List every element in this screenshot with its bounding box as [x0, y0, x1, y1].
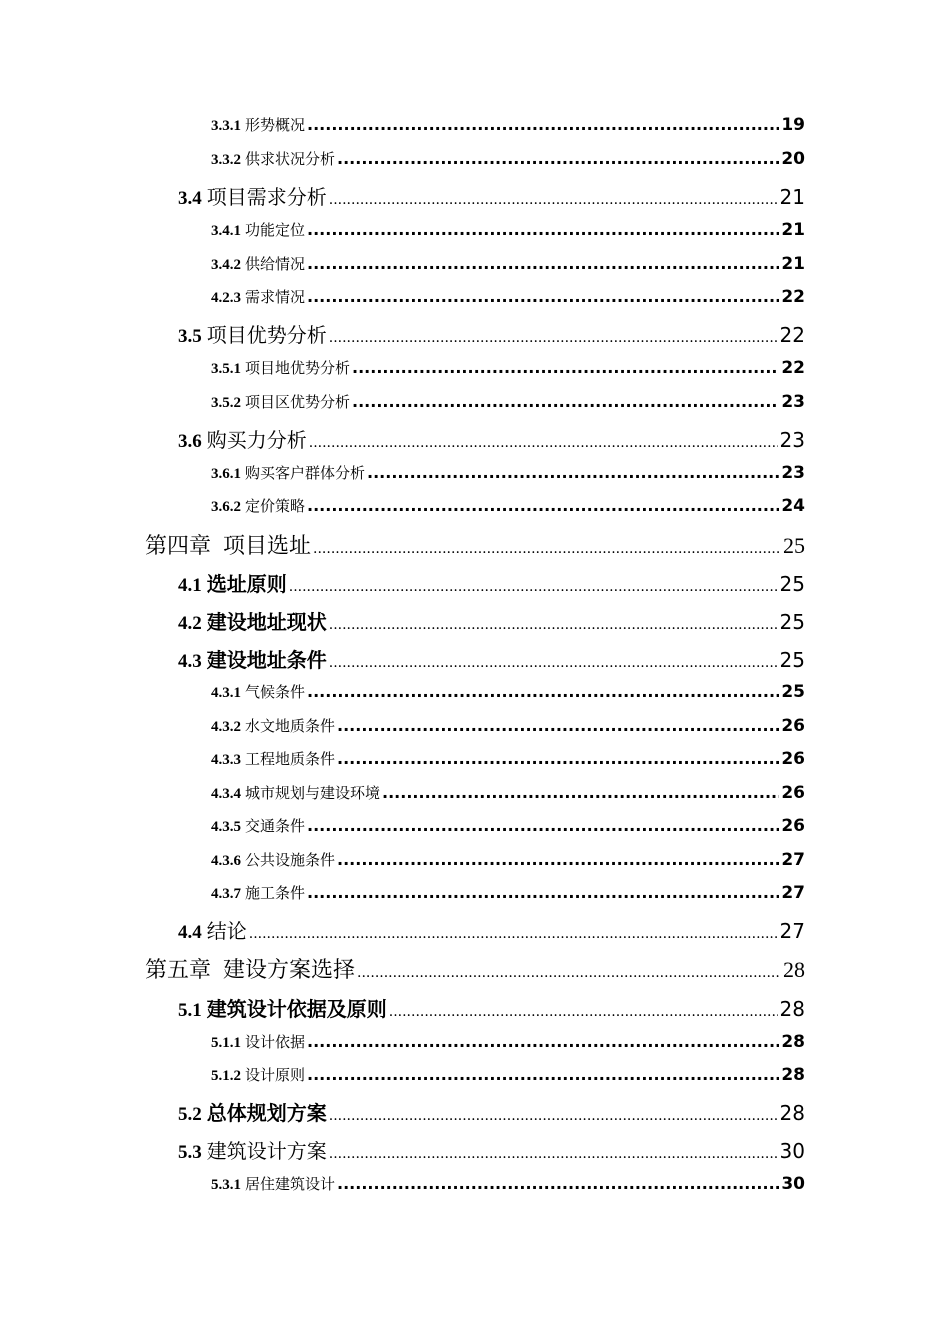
toc-leader [337, 850, 779, 869]
toc-page: 28 [781, 1065, 805, 1085]
toc-page: 22 [781, 358, 805, 378]
toc-leader [329, 617, 778, 633]
toc-page: 21 [779, 185, 805, 209]
toc-entry[interactable] [211, 357, 805, 378]
toc-title: 需求情况 [245, 288, 306, 306]
toc-title: 项目需求分析 [206, 185, 327, 209]
toc-page: 27 [781, 883, 805, 903]
toc-entry[interactable] [211, 148, 805, 169]
toc-page: 26 [781, 716, 805, 736]
toc-title: 设计原则 [245, 1066, 306, 1084]
toc-number: 5.2 [178, 1104, 202, 1125]
toc-title: 总体规划方案 [206, 1101, 327, 1125]
toc-title: 项目优势分析 [206, 323, 327, 347]
toc-title: 项目区优势分析 [245, 393, 351, 411]
toc-leader [389, 1004, 778, 1020]
toc-leader [329, 655, 778, 671]
toc-leader [329, 1108, 778, 1124]
toc-leader [307, 1032, 779, 1051]
toc-page: 23 [779, 428, 805, 452]
toc-title: 气候条件 [245, 683, 306, 701]
toc-leader [307, 287, 779, 306]
toc-page: 22 [781, 287, 805, 307]
toc-page: 28 [781, 1032, 805, 1052]
toc-page: 30 [779, 1139, 805, 1163]
toc-entry[interactable] [178, 1135, 805, 1164]
toc-entry[interactable] [178, 993, 805, 1022]
toc-title: 购买客户群体分析 [245, 464, 366, 482]
toc-chapter-entry[interactable] [145, 953, 805, 984]
toc-entry[interactable] [211, 219, 805, 240]
toc-entry[interactable] [178, 644, 805, 673]
toc-number: 3.3.2 [211, 152, 241, 168]
toc-entry[interactable] [211, 253, 805, 274]
toc-page: 21 [781, 254, 805, 274]
toc-entry[interactable] [211, 782, 805, 803]
toc-entry[interactable] [178, 1097, 805, 1126]
toc-leader [307, 254, 779, 273]
toc-number: 3.3.1 [211, 118, 241, 134]
toc-page: 26 [781, 816, 805, 836]
toc-page: 25 [779, 572, 805, 596]
toc-chapter-entry[interactable] [145, 529, 805, 560]
toc-leader [337, 149, 779, 168]
toc-entry[interactable] [211, 1173, 805, 1194]
toc-title: 功能定位 [245, 221, 306, 239]
toc-title: 建筑设计依据及原则 [206, 997, 387, 1021]
toc-number: 3.4.1 [211, 223, 241, 239]
toc-entry[interactable] [178, 319, 805, 348]
toc-number: 5.1 [178, 1000, 202, 1021]
toc-leader [329, 192, 778, 208]
toc-number: 4.1 [178, 575, 202, 596]
toc-chapter-number: 第五章 [145, 958, 212, 983]
toc-title: 建设地址条件 [206, 648, 327, 672]
toc-title: 设计依据 [245, 1033, 306, 1051]
toc-leader [307, 883, 779, 902]
toc-number: 4.4 [178, 922, 202, 943]
toc-entry[interactable] [211, 1064, 805, 1085]
toc-page: 21 [781, 220, 805, 240]
toc-leader [337, 1174, 779, 1193]
toc-number: 4.2 [178, 613, 202, 634]
toc-entry[interactable] [211, 495, 805, 516]
toc-title: 供求状况分析 [245, 150, 336, 168]
toc-entry[interactable] [211, 882, 805, 903]
toc-entry[interactable] [211, 815, 805, 836]
toc-number: 3.6 [178, 431, 202, 452]
toc-entry[interactable] [178, 568, 805, 597]
toc-number: 3.5.1 [211, 361, 241, 377]
toc-leader [307, 496, 779, 515]
toc-page: 26 [781, 749, 805, 769]
toc-title: 项目选址 [223, 534, 312, 559]
toc-page: 26 [781, 783, 805, 803]
toc-title: 城市规划与建设环境 [245, 784, 381, 802]
toc-page: 25 [783, 533, 805, 558]
toc-title: 建筑设计方案 [206, 1139, 327, 1163]
toc-leader [337, 749, 779, 768]
toc-entry[interactable] [211, 1031, 805, 1052]
toc-entry[interactable] [178, 606, 805, 635]
toc-title: 建设地址现状 [206, 610, 327, 634]
toc-number: 4.3.1 [211, 685, 241, 701]
toc-title: 购买力分析 [206, 428, 307, 452]
toc-page: 28 [779, 1101, 805, 1125]
toc-page: 24 [781, 496, 805, 516]
toc-number: 4.3.2 [211, 719, 241, 735]
toc-leader [329, 330, 778, 346]
toc-entry[interactable] [211, 849, 805, 870]
toc-title: 施工条件 [245, 884, 306, 902]
toc-number: 3.6.2 [211, 499, 241, 515]
toc-entry[interactable] [211, 286, 805, 307]
toc-number: 4.3.3 [211, 752, 241, 768]
toc-entry[interactable] [211, 715, 805, 736]
toc-leader [357, 965, 781, 981]
toc-number: 4.3.5 [211, 819, 241, 835]
toc-leader [289, 579, 778, 595]
toc-leader [307, 115, 779, 134]
toc-leader [337, 716, 779, 735]
toc-number: 3.4.2 [211, 257, 241, 273]
toc-entry[interactable] [211, 391, 805, 412]
toc-leader [309, 435, 778, 451]
toc-number: 5.1.2 [211, 1068, 241, 1084]
toc-title: 水文地质条件 [245, 717, 336, 735]
toc-page: 23 [781, 463, 805, 483]
toc-number: 3.5.2 [211, 395, 241, 411]
toc-page: 28 [779, 997, 805, 1021]
toc-page: 19 [781, 115, 805, 135]
toc-title: 工程地质条件 [245, 750, 336, 768]
toc-number: 5.3 [178, 1142, 202, 1163]
toc-entry[interactable] [211, 462, 805, 483]
toc-title: 形势概况 [245, 116, 306, 134]
toc-number: 5.3.1 [211, 1177, 241, 1193]
toc-page: 25 [779, 610, 805, 634]
toc-number: 3.4 [178, 188, 202, 209]
toc-leader [307, 220, 779, 239]
toc-page: 28 [783, 957, 805, 982]
toc-title: 选址原则 [206, 572, 287, 596]
toc-entry[interactable] [178, 424, 805, 453]
toc-number: 4.3.4 [211, 786, 241, 802]
toc-number: 4.3.6 [211, 853, 241, 869]
toc-number: 3.6.1 [211, 466, 241, 482]
toc-number: 4.2.3 [211, 290, 241, 306]
toc-title: 公共设施条件 [245, 851, 336, 869]
toc-page: 30 [781, 1174, 805, 1194]
toc-page: 27 [779, 919, 805, 943]
toc-leader [382, 783, 779, 802]
toc-entry[interactable] [211, 748, 805, 769]
toc-leader [249, 926, 778, 942]
toc-entry[interactable] [178, 181, 805, 210]
toc-title: 项目地优势分析 [245, 359, 351, 377]
toc-title: 供给情况 [245, 255, 306, 273]
toc-entry[interactable] [178, 915, 805, 944]
toc-title: 建设方案选择 [223, 958, 356, 983]
toc-leader [367, 463, 779, 482]
toc-leader [313, 541, 781, 557]
toc-title: 定价策略 [245, 497, 306, 515]
toc-page: 22 [779, 323, 805, 347]
toc-leader [307, 1065, 779, 1084]
toc-entry[interactable] [211, 114, 805, 135]
toc-leader [329, 1146, 778, 1162]
toc-leader [307, 682, 779, 701]
toc-number: 3.5 [178, 326, 202, 347]
toc-title: 结论 [206, 919, 247, 943]
toc-number: 4.3 [178, 651, 202, 672]
toc-entry[interactable] [211, 681, 805, 702]
toc-number: 5.1.1 [211, 1035, 241, 1051]
toc-page: 23 [781, 392, 805, 412]
toc-page: 27 [781, 850, 805, 870]
toc-leader [307, 816, 779, 835]
toc-title: 交通条件 [245, 817, 306, 835]
toc-page: 25 [781, 682, 805, 702]
toc-page: 20 [781, 149, 805, 169]
toc-number: 4.3.7 [211, 886, 241, 902]
toc-title: 居住建筑设计 [245, 1175, 336, 1193]
toc-leader [352, 358, 779, 377]
toc-page: 25 [779, 648, 805, 672]
toc-leader [352, 392, 779, 411]
toc-chapter-number: 第四章 [145, 534, 212, 559]
